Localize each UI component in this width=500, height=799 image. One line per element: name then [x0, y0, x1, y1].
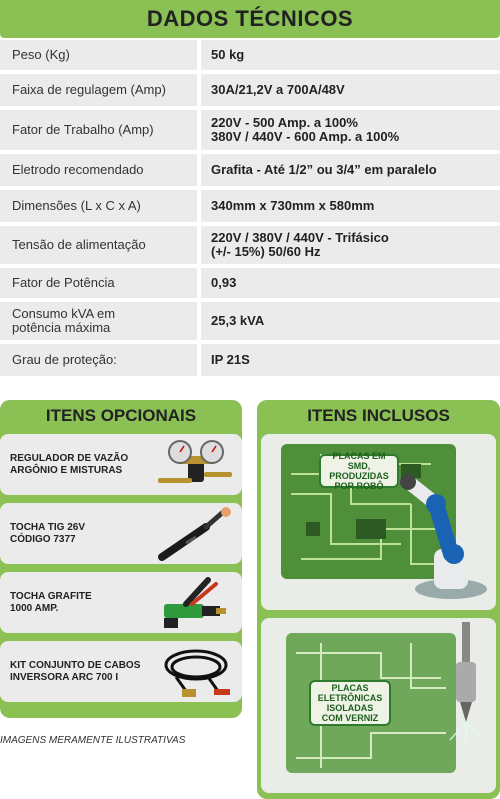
optional-items-title: ITENS OPCIONAIS	[0, 400, 242, 432]
optional-item	[0, 641, 242, 702]
included-items-title: ITENS INCLUSOS	[257, 400, 500, 432]
graphite-torch-icon	[156, 576, 236, 630]
included-item-text: PLACAS EM SMD, PRODUZIDAS POR ROBÔ	[319, 454, 399, 488]
spec-label: Fator de Trabalho (Amp)	[0, 110, 197, 150]
included-items-panel	[257, 400, 500, 799]
spec-value: IP 21S	[201, 344, 500, 376]
included-item-text: PLACAS ELETRÔNICAS ISOLADAS COM VERNIZ	[309, 680, 391, 726]
spec-row	[0, 40, 500, 70]
optional-item-text: KIT CONJUNTO DE CABOS INVERSORA ARC 700 I	[10, 659, 141, 683]
optional-item-text: TOCHA GRAFITE 1000 AMP.	[10, 590, 92, 614]
spec-label: Tensão de alimentação	[0, 226, 197, 264]
spec-label: Grau de proteção:	[0, 344, 197, 376]
included-item	[261, 434, 496, 610]
spec-value: 25,3 kVA	[201, 302, 500, 340]
spec-label: Faixa de regulagem (Amp)	[0, 74, 197, 106]
spec-row	[0, 190, 500, 222]
gas-regulator-icon	[156, 438, 236, 492]
spec-label: Dimensões (L x C x A)	[0, 190, 197, 222]
spec-row	[0, 226, 500, 264]
page-title: DADOS TÉCNICOS	[0, 0, 500, 38]
spec-value: 220V - 500 Amp. a 100% 380V / 440V - 600 Amp. a 100%	[201, 110, 500, 150]
optional-item	[0, 434, 242, 495]
optional-item	[0, 503, 242, 564]
tig-torch-icon	[156, 507, 236, 561]
spec-row	[0, 302, 500, 340]
spec-label: Peso (Kg)	[0, 40, 197, 70]
spec-value: 50 kg	[201, 40, 500, 70]
included-item	[261, 618, 496, 793]
spec-row	[0, 74, 500, 106]
spec-value: 220V / 380V / 440V - Trifásico (+/- 15%) 50/60 Hz	[201, 226, 500, 264]
footer-disclaimer: IMAGENS MERAMENTE ILUSTRATIVAS	[0, 735, 186, 746]
spec-value: 0,93	[201, 268, 500, 298]
spec-row	[0, 268, 500, 298]
optional-item-text: REGULADOR DE VAZÃO ARGÔNIO E MISTURAS	[10, 452, 129, 476]
spec-value: 340mm x 730mm x 580mm	[201, 190, 500, 222]
varnish-nozzle-icon	[446, 622, 486, 742]
spec-row	[0, 154, 500, 186]
optional-item-text: TOCHA TIG 26V CÓDIGO 7377	[10, 521, 86, 545]
spec-label: Eletrodo recomendado	[0, 154, 197, 186]
spec-row	[0, 344, 500, 376]
optional-items-panel	[0, 400, 242, 718]
spec-table	[0, 40, 500, 380]
spec-value: 30A/21,2V a 700A/48V	[201, 74, 500, 106]
cable-kit-icon	[156, 645, 236, 699]
spec-row	[0, 110, 500, 150]
robot-arm-icon	[396, 454, 496, 604]
spec-label: Consumo kVA em potência máxima	[0, 302, 197, 340]
spec-label: Fator de Potência	[0, 268, 197, 298]
spec-value: Grafita - Até 1/2” ou 3/4” em paralelo	[201, 154, 500, 186]
optional-item	[0, 572, 242, 633]
